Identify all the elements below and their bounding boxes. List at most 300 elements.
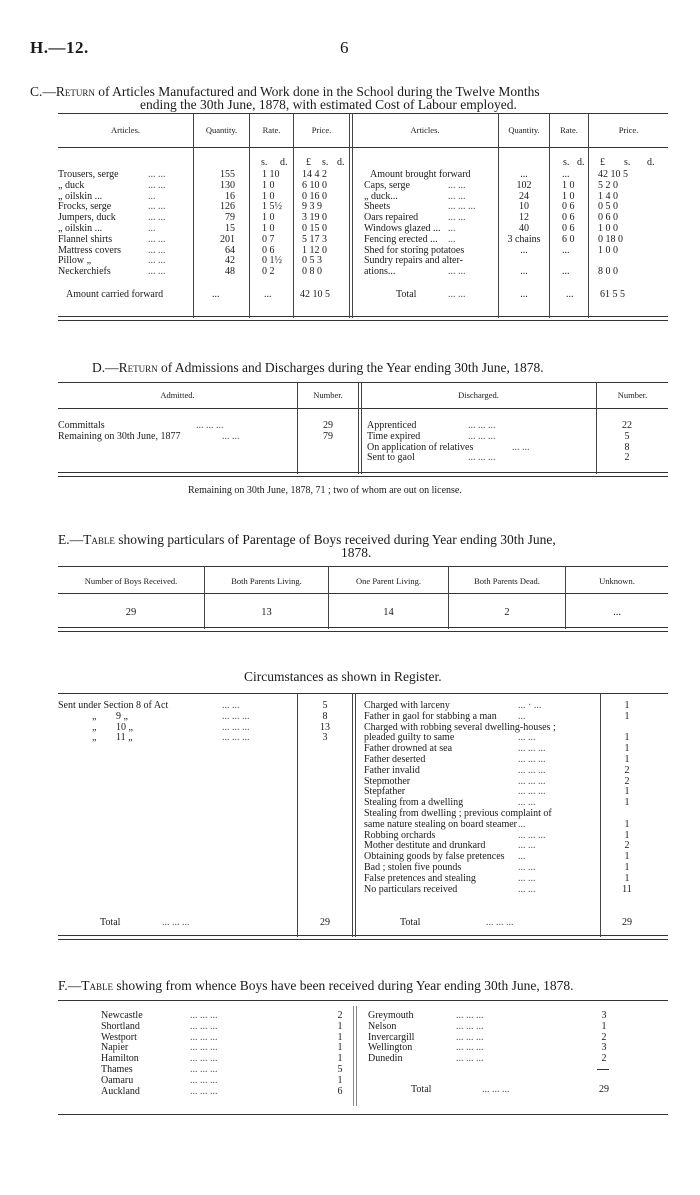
circumstance-count: 2 — [624, 840, 630, 852]
table-d-bottom-rule — [58, 472, 668, 477]
article-name: „ oilskin ... — [58, 190, 103, 202]
table-c-header-rule — [58, 147, 668, 148]
price-cell: 1 0 0 — [598, 223, 618, 234]
rate-cell: ... — [562, 169, 570, 180]
admitted-label: Committals — [58, 420, 105, 431]
unit-s: s. — [261, 157, 268, 168]
circumstance-label: Obtaining goods by false pretences — [364, 851, 505, 863]
origin-place: Oamaru — [101, 1074, 134, 1086]
table-f-top-rule — [58, 1000, 668, 1001]
admitted-label: Remaining on 30th June, 1877 — [58, 430, 181, 442]
leader-dots: ... ... ... — [196, 420, 224, 431]
table-c-top-rule — [58, 113, 668, 114]
article-name: ations... — [364, 266, 396, 278]
quantity-cell: 16 — [225, 190, 235, 202]
leader-dots: ... ... — [148, 179, 166, 191]
leader-dots: ... ... ... — [190, 1085, 218, 1097]
article-name: Oars repaired — [364, 212, 419, 224]
price-cell: 0 18 0 — [598, 233, 623, 245]
leader-dots: ... ... ... — [190, 1074, 218, 1086]
leader-dots: ... ... — [448, 190, 466, 202]
quantity-cell: 64 — [225, 244, 235, 256]
leader-dots: ... ... ... — [468, 452, 496, 464]
leader-dots: ... ... ... — [468, 430, 496, 442]
leader-dots: ... ... — [222, 700, 240, 711]
origin-place: Napier — [101, 1042, 129, 1054]
article-name: Fencing erected ... — [364, 233, 438, 245]
section-label: Sent under Section 8 of Act — [58, 700, 169, 711]
parentage-value: 29 — [125, 607, 137, 618]
rate-cell: 0 6 — [562, 212, 575, 224]
article-name: Mattress covers — [58, 244, 122, 256]
carried-forward-qty: ... — [212, 289, 220, 300]
section-d-title-rest: of Admissions and Discharges during the Year ending 30th June, 1878. — [157, 360, 544, 375]
circumstance-label: pleaded guilty to same — [364, 732, 455, 744]
admitted-number: 79 — [323, 430, 333, 442]
leader-dots: ... ... — [448, 266, 466, 278]
table-d-top-rule — [58, 382, 668, 383]
origin-place: Westport — [101, 1031, 137, 1043]
col-divider-double — [353, 1006, 357, 1106]
unit-d-2: d. — [577, 157, 585, 168]
table-e-header-rule — [58, 593, 668, 594]
rate-cell: ... — [562, 266, 570, 278]
leader-dots: ... ... ... — [518, 775, 546, 787]
leader-dots: ... — [448, 233, 456, 245]
circumstance-label: False pretences and stealing — [364, 872, 476, 884]
origin-count: 1 — [337, 1074, 343, 1086]
leader-dots: ... ... — [448, 289, 466, 300]
quantity-cell: 126 — [220, 201, 235, 213]
leader-dots: ... ... — [148, 212, 166, 224]
quantity-cell: 130 — [220, 179, 235, 191]
origin-place: Hamilton — [101, 1053, 139, 1065]
carried-forward-rate: ... — [264, 289, 272, 300]
article-name: „ oilskin ... — [58, 223, 103, 234]
rate-cell: 6 0 — [562, 233, 575, 245]
circumstance-count: 1 — [624, 797, 630, 809]
leader-dots: ... ... ... — [518, 829, 546, 841]
col-divider-double — [352, 693, 356, 937]
leader-dots: ... ... ... — [190, 1031, 218, 1043]
unit-pd: d. — [337, 157, 345, 168]
header-articles: Articles. — [110, 125, 141, 135]
section-label: 10 „ — [116, 721, 133, 733]
circumstance-count: 1 — [624, 786, 630, 798]
total-rule — [597, 1069, 609, 1070]
leader-dots: ... — [518, 818, 526, 830]
section-count: 13 — [320, 721, 330, 733]
leader-dots: ... ... ... — [456, 1020, 484, 1032]
header-quantity-2: Quantity. — [508, 125, 540, 135]
article-name: Sheets — [364, 201, 391, 213]
leader-dots: ... ... — [448, 179, 466, 191]
leader-dots: ... ... — [518, 840, 536, 852]
section-e-title-lead: E.—Table — [58, 532, 115, 547]
table-f-bottom-rule — [58, 1114, 668, 1115]
leader-dots: ... ... — [512, 441, 530, 453]
circumstance-label: Stepmother — [364, 775, 411, 787]
section-f-title-rest: showing from whence Boys have been received during Year ending 30th June, 1878. — [113, 978, 574, 993]
circumstance-count: 11 — [622, 883, 632, 895]
section-c-title-rest: of Articles Manufactured and Work done in the School during the Twelve Months — [94, 84, 540, 99]
leader-dots: ... ... ... — [518, 754, 546, 765]
price-cell: 6 10 0 — [302, 179, 327, 191]
quantity-cell: 3 chains — [507, 233, 541, 245]
origin-place: Newcastle — [101, 1010, 143, 1021]
section-f-title — [58, 978, 688, 993]
discharged-label: On application of relatives — [367, 441, 474, 453]
price-cell: 5 2 0 — [598, 179, 618, 191]
leader-dots: ... ... ... — [222, 732, 250, 744]
circumstance-label: Mother destitute and drunkard — [364, 840, 486, 852]
leader-dots: ... ... — [518, 883, 536, 895]
section-d-note: Remaining on 30th June, 1878, 71 ; two of whom are out on license. — [188, 485, 462, 496]
section-f-title-lead: F.—Table — [58, 978, 114, 993]
price-cell: 0 5 0 — [598, 201, 618, 213]
total-value: 29 — [622, 917, 632, 928]
leader-dots: ... ... — [518, 732, 536, 744]
leader-dots: ... ... — [518, 862, 536, 873]
leader-dots: ... ... — [518, 797, 536, 809]
circumstance-count: 1 — [624, 700, 630, 711]
leader-dots: ... ... — [148, 233, 166, 245]
origin-count: 2 — [601, 1053, 607, 1065]
origin-place: Invercargill — [368, 1031, 415, 1043]
section-count: 8 — [322, 710, 328, 722]
total-label: Total — [400, 917, 421, 928]
leader-dots: ... ... ... — [518, 764, 546, 776]
quantity-cell: 24 — [519, 190, 529, 202]
section-label: 9 „ — [116, 710, 128, 722]
leader-dots: ... ... ... — [468, 420, 496, 431]
leader-dots: ... ... ... — [190, 1020, 218, 1032]
circumstance-label: Bad ; stolen five pounds — [364, 862, 462, 873]
circumstance-count: 1 — [624, 710, 630, 722]
price-cell: 1 4 0 — [598, 190, 618, 202]
circumstance-count: 1 — [624, 829, 630, 841]
total-price: 61 5 5 — [600, 289, 625, 300]
price-cell: 0 15 0 — [302, 223, 327, 234]
article-name: Flannel shirts — [58, 233, 113, 245]
section-e-title-line2: 1878. — [341, 545, 372, 560]
quantity-cell: 79 — [225, 212, 235, 224]
leader-dots: ... ... — [448, 212, 466, 224]
rate-cell: 0 6 — [562, 223, 575, 234]
leader-dots: ... ... ... — [190, 1042, 218, 1054]
discharged-number: 5 — [624, 430, 630, 442]
header-price-2: Price. — [618, 125, 639, 135]
section-d-title — [92, 360, 692, 375]
leader-dots: ... ... ... — [456, 1042, 484, 1054]
article-name: Windows glazed ... — [364, 223, 441, 234]
circumstance-count: 1 — [624, 743, 630, 755]
circ-bottom-rule — [58, 935, 668, 940]
leader-dots: ... ... ... — [448, 201, 476, 213]
article-name: Frocks, serge — [58, 201, 112, 213]
rate-cell: 0 6 — [562, 201, 575, 213]
table-e-top-rule — [58, 566, 668, 567]
page-number: 6 — [340, 38, 349, 57]
origin-place: Shortland — [101, 1020, 140, 1032]
leader-dots: ... ... ... — [518, 743, 546, 755]
section-c-title-line2: ending the 30th June, 1878, with estimated Cost of Labour employed. — [140, 97, 517, 112]
leader-dots: ... ... — [148, 255, 166, 267]
discharged-label: Sent to gaol — [367, 452, 415, 464]
header-number-2: Number. — [617, 390, 648, 400]
unit-d: d. — [280, 157, 288, 168]
header-rate-2: Rate. — [560, 125, 578, 135]
rate-cell: 0 1½ — [262, 255, 282, 267]
unit-pound: £ — [306, 157, 311, 168]
leader-dots: ... ... ... — [222, 721, 250, 733]
origin-count: 1 — [601, 1020, 607, 1032]
price-cell: 0 5 3 — [302, 255, 322, 267]
rate-cell: 1 0 — [262, 190, 275, 202]
origin-count: 3 — [601, 1010, 607, 1021]
price-cell: 5 17 3 — [302, 233, 327, 245]
article-name: Amount brought forward — [370, 169, 471, 180]
leader-dots: ... ... ... — [190, 1053, 218, 1065]
col-divider — [600, 693, 601, 937]
article-name: Sundry repairs and alter- — [364, 255, 463, 267]
quantity-cell: 102 — [516, 179, 532, 191]
circumstance-label: Stepfather — [364, 786, 406, 798]
article-name: Neckerchiefs — [58, 266, 111, 278]
leader-dots: ... ... ... — [162, 917, 190, 928]
circumstance-count: 1 — [624, 872, 630, 884]
rate-cell: 1 0 — [262, 223, 275, 234]
rate-cell: ... — [562, 244, 570, 256]
total-label: Total — [100, 917, 121, 928]
parentage-value: 13 — [261, 607, 272, 618]
header-rate: Rate. — [262, 125, 281, 135]
quantity-cell: 48 — [225, 266, 235, 278]
price-cell: 8 0 0 — [598, 266, 618, 278]
quantity-cell: ... — [520, 266, 528, 278]
origin-count: 3 — [601, 1042, 607, 1054]
circ-top-rule — [58, 693, 668, 694]
circumstance-label: Charged with larceny — [364, 700, 450, 711]
origin-count: 1 — [337, 1053, 343, 1065]
discharged-number: 8 — [624, 441, 630, 453]
parentage-header: Both Parents Dead. — [474, 576, 540, 586]
table-e-bottom-rule — [58, 627, 668, 632]
header-admitted: Admitted. — [160, 390, 195, 400]
circumstance-label: Father invalid — [364, 764, 420, 776]
ditto-mark: „ — [92, 721, 97, 733]
rate-cell: 0 7 — [262, 233, 275, 245]
unit-ps-2: s. — [624, 157, 631, 168]
price-cell: 14 4 2 — [302, 169, 327, 180]
article-name: Shed for storing potatoes — [364, 244, 465, 256]
price-cell: 0 6 0 — [598, 212, 618, 224]
rate-cell: 1 0 — [262, 179, 275, 191]
table-c-bottom-rule — [58, 316, 668, 321]
quantity-cell: 12 — [519, 212, 529, 224]
header-price: Price. — [311, 125, 332, 135]
quantity-cell: ... — [520, 169, 528, 180]
leader-dots: ... ... ... — [486, 917, 514, 928]
origin-count: 1 — [337, 1020, 343, 1032]
article-name: Caps, serge — [364, 179, 410, 191]
circumstance-label: same nature stealing on board steamer — [364, 818, 517, 830]
leader-dots: ... ... ... — [456, 1053, 484, 1065]
total-label: Total — [411, 1083, 432, 1095]
leader-dots: ... ... — [148, 244, 166, 256]
price-cell: 1 12 0 — [302, 244, 327, 256]
section-label: 11 „ — [116, 732, 133, 744]
parentage-value: 2 — [504, 607, 510, 618]
origin-count: 6 — [337, 1085, 343, 1097]
article-name: Trousers, serge — [58, 169, 119, 180]
header-articles-2: Articles. — [410, 125, 440, 135]
circumstance-label: Stealing from dwelling ; previous complaint of — [364, 808, 552, 819]
total-rate: ... — [566, 289, 574, 300]
circumstance-count: 1 — [624, 862, 630, 873]
header-discharged: Discharged. — [458, 390, 499, 400]
parentage-header: Unknown. — [599, 576, 635, 586]
leader-dots: ... ... ... — [456, 1010, 484, 1021]
leader-dots: ... ... — [222, 430, 240, 442]
leader-dots: ... ... ... — [190, 1064, 218, 1075]
quantity-cell: 40 — [519, 223, 529, 234]
admitted-number: 29 — [323, 420, 333, 431]
carried-forward-label: Amount carried forward — [66, 289, 164, 300]
price-cell: 0 8 0 — [302, 266, 322, 278]
leader-dots: ... ... — [148, 169, 166, 180]
circumstance-count: 1 — [624, 754, 630, 765]
quantity-cell: 155 — [220, 169, 235, 180]
section-count: 3 — [322, 732, 328, 744]
origin-place: Wellington — [368, 1042, 413, 1054]
section-e-title-rest: showing particulars of Parentage of Boys received during Year ending 30th June, — [114, 532, 556, 547]
price-cell: 0 16 0 — [302, 190, 327, 202]
circumstance-count: 2 — [624, 775, 630, 787]
total-box-left — [293, 286, 294, 300]
col-divider-double — [349, 113, 353, 318]
discharged-number: 22 — [622, 420, 632, 431]
rate-cell: 0 2 — [262, 266, 275, 278]
col-divider — [588, 113, 589, 318]
circumstance-label: Father drowned at sea — [364, 743, 453, 755]
parentage-value: ... — [613, 607, 621, 618]
col-divider — [249, 113, 250, 318]
leader-dots: ... ... — [148, 201, 166, 213]
circumstance-label: Father deserted — [364, 754, 426, 765]
leader-dots: ... — [448, 223, 456, 234]
price-cell: 3 19 0 — [302, 212, 327, 224]
leader-dots: ... ... ... — [518, 786, 546, 798]
quantity-cell: 201 — [220, 233, 235, 245]
unit-s-2: s. — [563, 157, 570, 168]
unit-pd-2: d. — [647, 157, 655, 168]
total-qty: ... — [520, 289, 528, 300]
leader-dots: ... ... ... — [456, 1031, 484, 1043]
circumstance-count: 1 — [624, 851, 630, 863]
total-value: 29 — [320, 917, 330, 928]
price-cell: 9 3 9 — [302, 201, 322, 213]
article-name: Jumpers, duck — [58, 212, 116, 224]
section-c-title-lead: C.—Return — [30, 84, 95, 99]
table-d-header-rule — [58, 408, 668, 409]
origin-count: 2 — [601, 1031, 607, 1043]
leader-dots: ... ... — [518, 872, 536, 884]
rate-cell: 1 0 — [262, 212, 275, 224]
origin-place: Auckland — [101, 1085, 140, 1097]
ditto-mark: „ — [92, 732, 97, 744]
rate-cell: 1 0 — [562, 190, 575, 202]
leader-dots: ... ... ... — [222, 710, 250, 722]
leader-dots: ... — [518, 851, 526, 863]
circumstance-count: 1 — [624, 818, 630, 830]
quantity-cell: 15 — [225, 223, 235, 234]
article-name: „ duck — [58, 179, 85, 191]
origin-count: 2 — [337, 1010, 343, 1021]
parentage-value: 14 — [383, 607, 394, 618]
origin-place: Nelson — [368, 1020, 397, 1032]
origin-count: 1 — [337, 1031, 343, 1043]
rate-cell: 1 10 — [262, 169, 280, 180]
price-cell: 42 10 5 — [598, 169, 628, 180]
ditto-mark: „ — [92, 710, 97, 722]
circumstance-label: Stealing from a dwelling — [364, 797, 464, 809]
rate-cell: 0 6 — [262, 244, 275, 256]
total-label: Total — [396, 289, 417, 300]
circumstance-count: 2 — [624, 764, 630, 776]
leader-dots: ... ... ... — [482, 1083, 510, 1095]
price-cell: 1 0 0 — [598, 244, 618, 256]
circumstance-count: 1 — [624, 732, 630, 744]
discharged-number: 2 — [624, 452, 630, 464]
rate-cell: 1 0 — [562, 179, 575, 191]
document-reference: H.—12. — [30, 38, 89, 57]
quantity-cell: ... — [520, 244, 528, 256]
leader-dots: ... — [148, 190, 156, 202]
parentage-header: Both Parents Living. — [231, 576, 302, 586]
unit-ps: s. — [322, 157, 329, 168]
rate-cell: 1 5½ — [262, 201, 282, 213]
origin-place: Dunedin — [368, 1053, 403, 1065]
origin-count: 1 — [337, 1042, 343, 1054]
quantity-cell: 10 — [519, 201, 529, 213]
discharged-label: Apprenticed — [367, 420, 417, 431]
origin-place: Greymouth — [368, 1010, 414, 1021]
article-name: Pillow „ — [58, 255, 92, 267]
origin-count: 5 — [337, 1064, 343, 1075]
circumstance-label: No particulars received — [364, 883, 458, 895]
circumstance-label: Father in gaol for stabbing a man — [364, 710, 497, 722]
col-divider — [549, 113, 550, 318]
discharged-label: Time expired — [367, 430, 421, 442]
section-d-title-lead: D.—Return — [92, 360, 158, 375]
parentage-header: One Parent Living. — [356, 576, 421, 586]
leader-dots: ... — [518, 710, 526, 722]
circumstances-title: Circumstances as shown in Register. — [244, 669, 442, 684]
article-name: „ duck... — [364, 190, 398, 202]
leader-dots: ... ... ... — [190, 1010, 218, 1021]
leader-dots: ... ... — [148, 266, 166, 278]
leader-dots: ... — [148, 223, 156, 234]
unit-pound-2: £ — [600, 157, 605, 168]
total-value: 29 — [599, 1083, 609, 1095]
header-quantity: Quantity. — [205, 125, 238, 135]
carried-forward-price: 42 10 5 — [300, 289, 330, 300]
header-number: Number. — [313, 390, 343, 400]
quantity-cell: 42 — [225, 255, 235, 267]
section-count: 5 — [322, 700, 328, 711]
circumstance-label: Robbing orchards — [364, 829, 436, 841]
